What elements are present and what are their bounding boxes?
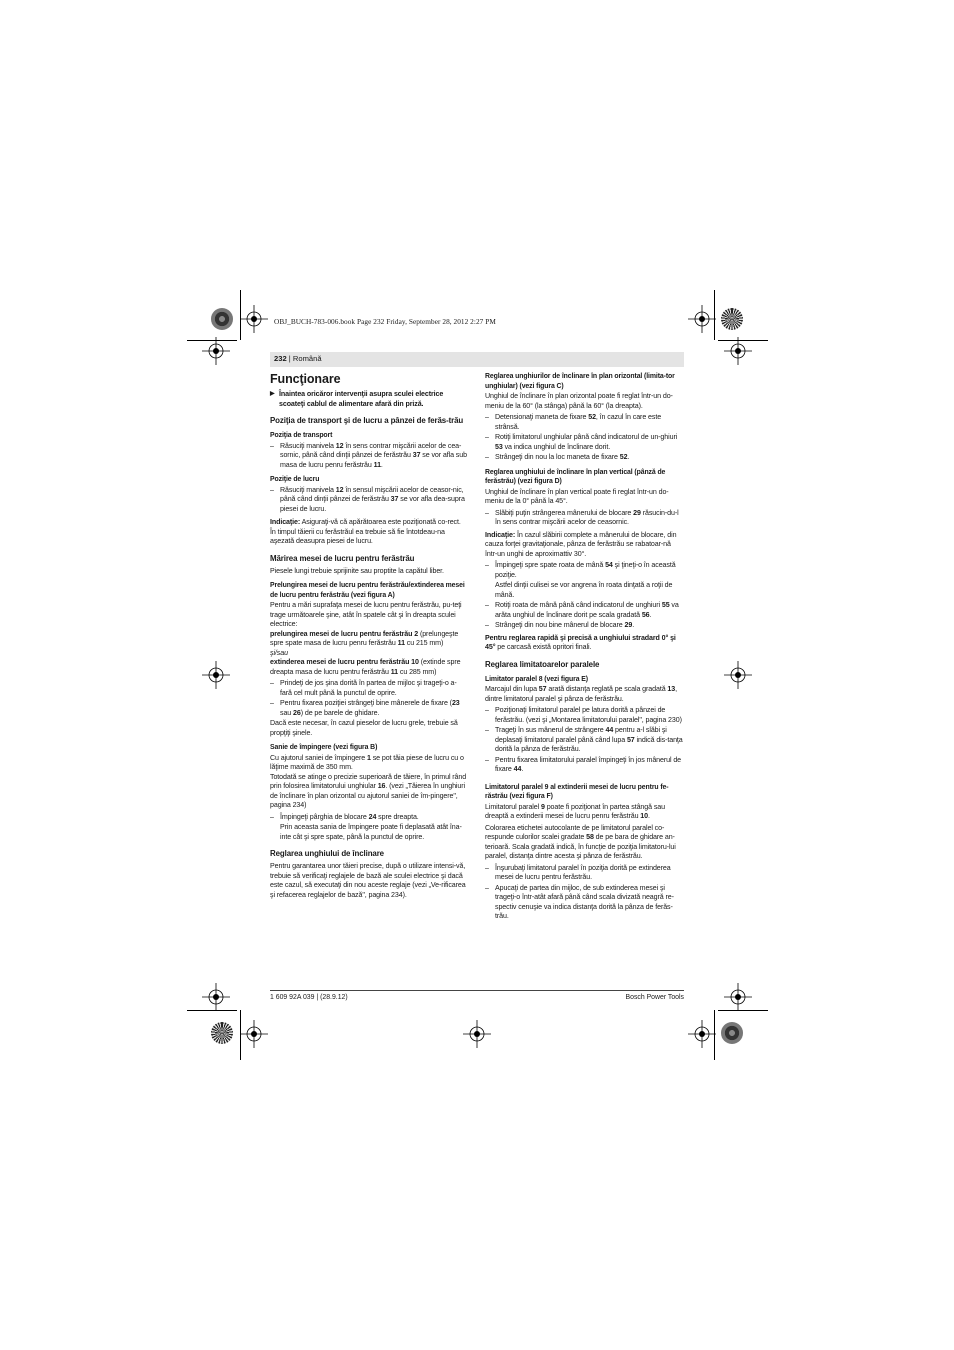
color-dial-icon [211, 1022, 233, 1044]
paragraph: Pentru garantarea unor tăieri precise, după o utilizare intensi-vă, trebuie să verificaţi reglajele de bază ale sculei electrice şi dacă este cazul, să executaţi din nou aceste reglaje (vezi „Ve-rificarea şi refacerea reglajelor de bază", pagina 234). [270, 862, 466, 899]
registration-mark-icon [202, 337, 230, 365]
list-item-continuation: Astfel dinţii culisei se vor angrena în roata dinţată a roţii de mână. [495, 581, 673, 599]
list-item: – Pentru fixarea poziţiei strângeţi bine mânerele de fixare (23 sau 26) de pe barele de ghidare. [270, 699, 468, 718]
list-item: – Apucaţi de partea din mijloc, de sub extinderea mesei şi trageţi-o într-atât afară până când scala divizată neagră re-spectiv cenuşie va indica distanţa dorită la pânza de ferăs-trău. [485, 884, 683, 922]
section-heading: Reglarea unghiului de înclinare [270, 849, 384, 858]
subheading: Sanie de împingere (vezi figura B) [270, 744, 378, 751]
paragraph: Pentru reglarea rapidă şi precisă a unghiului stradard 0° şi 45° pe carcasă există opritori finali. [485, 633, 676, 651]
list-item: – Rotiţi roata de mână până când indicatorul de unghiuri 55 va arăta unghiul de înclinare dorit pe scala gradată 56. [485, 601, 683, 620]
registration-mark-icon [724, 983, 752, 1011]
list-item: – Împingeţi spre spate roata de mână 54 şi ţineţi-o în această poziţie. [485, 561, 683, 580]
section-heading: Mărirea mesei de lucru pentru ferăstrău [270, 553, 415, 563]
list-item: – Slăbiţi puţin strângerea mânerului de blocare 29 răsucin-du-l în sens contrar mişcării acelor de ceasornic. [485, 509, 683, 528]
footer-brand: Bosch Power Tools [625, 994, 684, 1001]
section-heading: Reglarea limitatoarelor paralele [485, 659, 600, 669]
paragraph: Cu ajutorul saniei de împingere 1 se pot tăia piese de lucru cu o lăţime maximă de 350 mm. [270, 753, 464, 771]
subheading: Limitator paralel 8 (vezi figura E) [485, 675, 588, 683]
list-item: – Rotiţi limitatorul unghiular până când indicatorul de un-ghiuri 53 va indica unghiul de înclinare dorit. [485, 433, 683, 452]
subheading: Reglarea unghiului de înclinare în plan vertical (pânză de ferăstrău) (vezi figura D) [485, 468, 666, 485]
list-item: – Strângeţi din nou bine mânerul de blocare 29. [485, 621, 683, 631]
color-dial-icon [721, 1022, 743, 1044]
subheading: Limitatorul paralel 9 al extinderii mesei de lucru pentru fe-răstrău (vezi figura F) [485, 783, 669, 800]
footer-divider [270, 990, 684, 991]
paragraph: Unghiul de înclinare în plan orizontal poate fi reglat într-un do-meniu de la 60° (la stânga) până la 60° (la dreapta). [485, 392, 673, 410]
paragraph: Totodată se atinge o precizie superioară de tăiere, în primul rând prin folosirea limitatorului unghiular 16. (vezi „Tăierea în unghiuri de înclinare în plan orizontal cu ajutorul saniei de îm-pingere", pagina 234) [270, 772, 467, 809]
subheading: Poziţie de lucru [270, 476, 320, 483]
note-paragraph: Indicaţie: Asiguraţi-vă că apărătoarea este poziţionată co-rect. În timpul tăierii cu ferăstrăul ea trebuie să fie întotdeau-na aşezată deasupra piesei de lucru. [270, 518, 461, 545]
page-header: 232 | Română [274, 354, 322, 363]
color-dial-icon [211, 308, 233, 330]
registration-mark-icon [688, 1020, 716, 1048]
paragraph: şi/sau [270, 648, 288, 657]
registration-mark-icon [240, 1020, 268, 1048]
registration-mark-icon [463, 1020, 491, 1048]
page-number: 232 [274, 354, 287, 363]
paragraph: Piesele lungi trebuie sprijinite sau proptite la capătul liber. [270, 566, 444, 575]
right-column [485, 372, 683, 923]
paragraph: Unghiul de înclinare în plan vertical poate fi reglat într-un do-meniu de la 0° până la 45°. [485, 487, 669, 505]
left-column [270, 372, 468, 902]
section-heading: Poziţia de transport şi de lucru a pânzei de ferăs-trău [270, 416, 464, 425]
paragraph: extinderea mesei de lucru pentru ferăstrău 10 (extinde spre dreapta masa de lucru pentru ferăstrău 11 cu 285 mm) [270, 658, 461, 676]
list-item-continuation: Prin aceasta sania de împingere poate fi deplasată atât îna-inte cât şi spre spate, până la punctul de oprire. [280, 823, 462, 841]
language-label: Română [292, 354, 322, 363]
list-item: – Prindeţi de jos şina dorită în partea de mijloc şi trageţi-o a-fară cel mult până la punctul de oprire. [270, 679, 468, 698]
paragraph: Limitatorul paralel 9 poate fi poziţionat în partea stângă sau dreaptă a extinderii mesei de lucru penru ferăstrău 10. [485, 802, 665, 820]
subheading: Prelungirea mesei de lucru pentru ferăstrău/extinderea mesei de lucru pentru ferăstrău (vezi figura A) [270, 582, 465, 599]
note-paragraph: Indicaţie: În cazul slăbirii complete a mânerului de blocare, din cauza forţei gravitaţionale, pânza de ferăstrău se rabatoar-nă într-un unghi de aproximattiv 30°. [485, 530, 677, 558]
list-item: – Împingeţi pârghia de blocare 24 spre dreapta. [270, 813, 468, 823]
paragraph: prelungirea mesei de lucru pentru ferăstrău 2 (prelungeşte spre spate masa de lucru penru ferăstrău 11 cu 215 mm) [270, 629, 459, 647]
list-item: – Răsuciţi manivela 12 în sens contrar mişcării acelor de cea-sornic, până când dinţii pânzei de ferăstrău 37 se vor afla sub masa de lucru penru ferăstrău 11. [270, 442, 468, 471]
file-info: OBJ_BUCH-783-006.book Page 232 Friday, September 28, 2012 2:27 PM [274, 317, 496, 326]
page-title: Funcţionare [270, 372, 341, 386]
list-item: – Trageţi în sus mânerul de strângere 44 pentru a-l slăbi şi deplasaţi limitatorul paralel până când lupa 57 indică dis-tanţa dorită la pânza de ferăstrău. [485, 726, 683, 755]
paragraph: Marcajul din lupa 57 arată distanţa reglată pe scala gradată 13, dintre limitatorul paralel şi pânza de ferăstrău. [485, 685, 677, 703]
registration-mark-icon [202, 661, 230, 689]
registration-mark-icon [240, 305, 268, 333]
warning-note: ▶ Înaintea oricăror intervenţii asupra sculei electrice scoateţi cablul de alimentare afară din priză. [270, 390, 468, 409]
list-item: – Poziţionaţi limitatorul paralel pe latura dorită a pânzei de ferăstrău. (vezi şi „Montarea limitatorului paralel", pagina 230) [485, 706, 683, 725]
color-dial-icon [721, 308, 743, 330]
registration-mark-icon [688, 305, 716, 333]
page-header-bar [270, 352, 684, 367]
paragraph: Pentru a mări suprafaţa mesei de lucru pentru ferăstrău, pu-teţi trage următoarele şine, atât în spatele cât şi în dreapta sculei electrice: [270, 601, 462, 628]
list-item: – Răsuciţi manivela 12 în sensul mişcării acelor de ceasor-nic, până când dinţii pânzei de ferăstrău 37 se vor afla dea-supra piesei de lucru. [270, 486, 468, 515]
paragraph: Dacă este necesar, în cazul pieselor de lucru grele, trebuie să propţiţi şinele. [270, 719, 458, 737]
registration-mark-icon [202, 983, 230, 1011]
list-item: – Înşurubaţi limitatorul paralel în poziţia dorită pe extinderea mesei de lucru pentru ferăstrău. [485, 864, 683, 883]
list-item: – Pentru fixarea limitatorului paralel împingeţi în jos mânerul de fixare 44. [485, 756, 683, 775]
registration-mark-icon [724, 661, 752, 689]
paragraph: Colorarea etichetei autocolante de pe limitatorul paralel co-respunde culorilor scalei gradate 58 de pe bara de ghidare an-terioară. Scala gradată indică, în funcţie de poziţia limitatoru-lui paralel, distanţa dintre acesta şi pânza de ferăstrău. [485, 823, 676, 860]
registration-mark-icon [724, 337, 752, 365]
subheading: Reglarea unghiurilor de înclinare în plan orizontal (limita-tor unghiular) (vezi figura C) [485, 373, 675, 390]
footer-doc-number: 1 609 92A 039 | (28.9.12) [270, 994, 348, 1001]
list-item: – Strângeţi din nou la loc maneta de fixare 52. [485, 453, 683, 463]
list-item: – Detensionaţi maneta de fixare 52, în cazul în care este strânsă. [485, 413, 683, 432]
subheading: Poziţia de transport [270, 432, 333, 439]
